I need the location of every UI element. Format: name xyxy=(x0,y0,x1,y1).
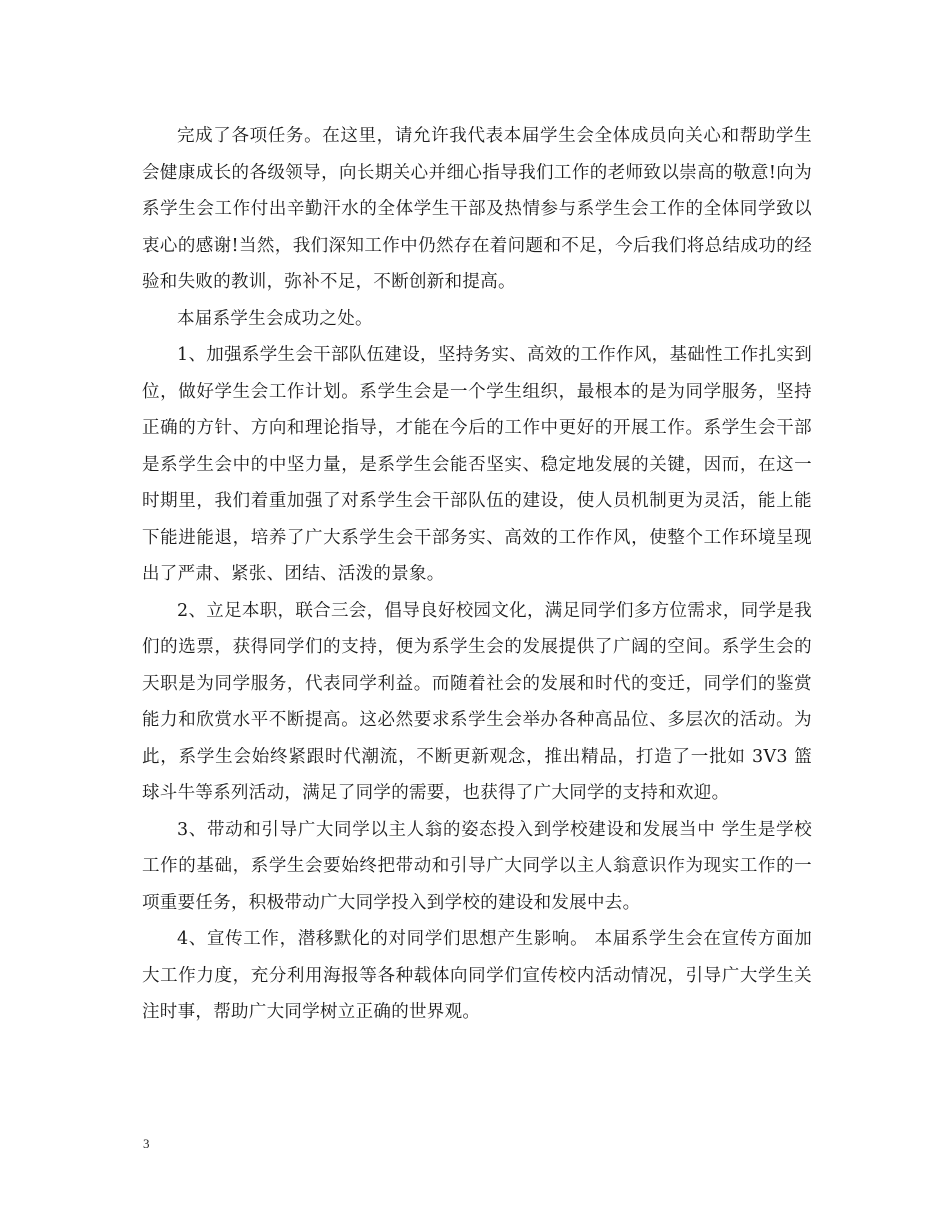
paragraph-gratitude: 完成了各项任务。在这里，请允许我代表本届学生会全体成员向关心和帮助学生会健康成长的各级领导，向长期关心并细心指导我们工作的老师致以崇高的敬意!向为系学生会工作付出辛勤汗水的全体学生干部及热情参与系学生会工作的全体同学致以衷心的感谢!当然，我们深知工作中仍然存在着问题和不足，今后我们将总结成功的经验和失败的教训，弥补不足，不断创新和提高。 xyxy=(142,126,812,292)
paragraph-point-3: 3、带动和引导广大同学以主人翁的姿态投入到学校建设和发展当中 学生是学校工作的基础，系学生会要始终把带动和引导广大同学以主人翁意识作为现实工作的一项重要任务，积极带动广大同学投入到学校的建设和发展中去。 xyxy=(142,819,812,913)
paragraph-point-1: 1、加强系学生会干部队伍建设，坚持务实、高效的工作作风，基础性工作扎实到位，做好学生会工作计划。系学生会是一个学生组织，最根本的是为同学服务，坚持正确的方针、方向和理论指导，才能在今后的工作中更好的开展工作。系学生会干部是系学生会中的中坚力量，是系学生会能否坚实、稳定地发展的关键，因而，在这一时期里，我们着重加强了对系学生会干部队伍的建设，使人员机制更为灵活，能上能下能进能退，培养了广大系学生会干部务实、高效的工作作风，使整个工作环境呈现出了严肃、紧张、团结、活泼的景象。 xyxy=(142,345,812,584)
paragraph-point-2: 2、立足本职，联合三会，倡导良好校园文化，满足同学们多方位需求，同学是我们的选票，获得同学们的支持，便为系学生会的发展提供了广阔的空间。系学生会的天职是为同学服务，代表同学利益。而随着社会的发展和时代的变迁，同学们的鉴赏能力和欣赏水平不断提高。这必然要求系学生会举办各种高品位、多层次的活动。为此，系学生会始终紧跟时代潮流，不断更新观念，推出精品，打造了一批如 3V3 篮球斗牛等系列活动，满足了同学的需要，也获得了广大同学的支持和欢迎。 xyxy=(142,600,812,803)
paragraph-point-4: 4、宣传工作，潜移默化的对同学们思想产生影响。 本届系学生会在宣传方面加大工作力度，充分利用海报等各种载体向同学们宣传校内活动情况，引导广大学生关注时事，帮助广大同学树立正确的世界观。 xyxy=(142,929,812,1022)
paragraph-success-heading: 本届系学生会成功之处。 xyxy=(177,308,373,329)
page-number: 3 xyxy=(143,1136,150,1151)
document-body xyxy=(142,118,812,1031)
